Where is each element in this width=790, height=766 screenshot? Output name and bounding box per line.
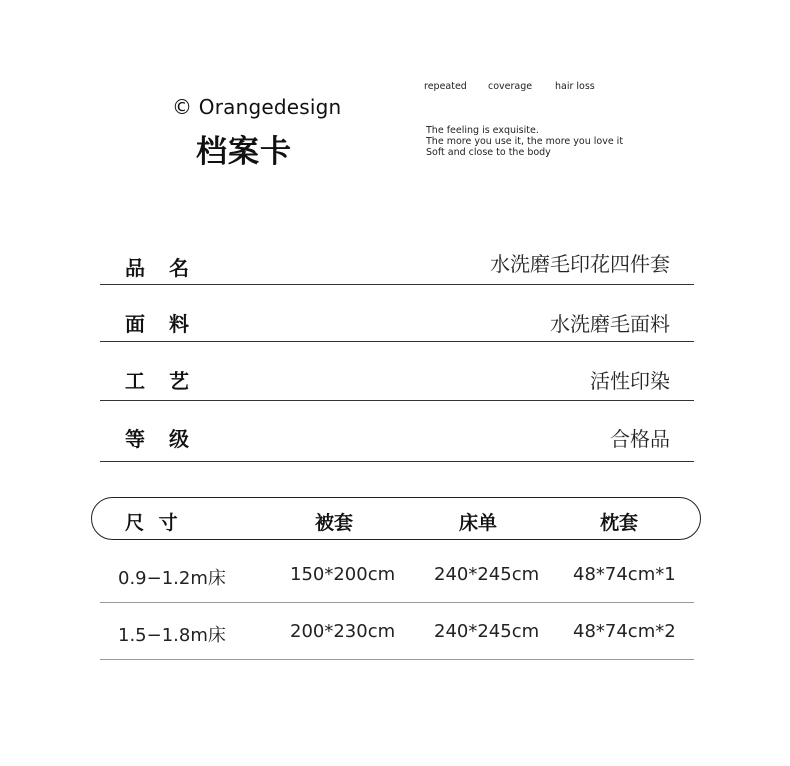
tagline — [426, 125, 623, 158]
tagline-line: The feeling is exquisite. — [426, 125, 539, 136]
spec-row-grade — [100, 401, 694, 462]
spec-value: 水洗磨毛面料 — [550, 312, 670, 336]
tag-item: coverage — [488, 81, 533, 92]
size-cell: 48*74cm*1 — [573, 564, 676, 585]
tagline-line: The more you use it, the more you love it — [426, 136, 624, 147]
size-table-header — [91, 497, 701, 540]
spec-row-craft — [100, 342, 694, 401]
size-header-cell: 枕套 — [600, 512, 639, 534]
size-cell: 48*74cm*2 — [573, 621, 676, 642]
size-cell: 240*245cm — [434, 564, 540, 585]
tag-item: hair loss — [555, 81, 595, 92]
spec-value: 活性印染 — [590, 369, 670, 393]
brand-name: © Orangedesign — [172, 95, 342, 119]
table-row — [100, 545, 694, 603]
size-header-cell: 床单 — [459, 512, 498, 534]
tagline-line: Soft and close to the body — [426, 147, 551, 158]
size-cell: 200*230cm — [290, 621, 396, 642]
spec-row-name — [100, 243, 694, 285]
size-cell: 150*200cm — [290, 564, 396, 585]
size-header-cell: 尺 寸 — [125, 512, 182, 534]
size-header-cell: 被套 — [315, 512, 354, 534]
card-title: 档案卡 — [196, 134, 292, 170]
spec-value: 水洗磨毛印花四件套 — [490, 252, 670, 276]
size-cell: 240*245cm — [434, 621, 540, 642]
size-cell: 0.9−1.2m床 — [118, 568, 226, 589]
spec-row-fabric — [100, 285, 694, 342]
spec-label: 面料 — [125, 312, 213, 336]
spec-label: 工艺 — [125, 369, 213, 393]
tag-item: repeated — [424, 81, 467, 92]
table-row — [100, 602, 694, 660]
spec-label: 品名 — [125, 256, 213, 280]
spec-value: 合格品 — [610, 427, 670, 451]
spec-label: 等级 — [125, 427, 213, 451]
size-cell: 1.5−1.8m床 — [118, 625, 226, 646]
